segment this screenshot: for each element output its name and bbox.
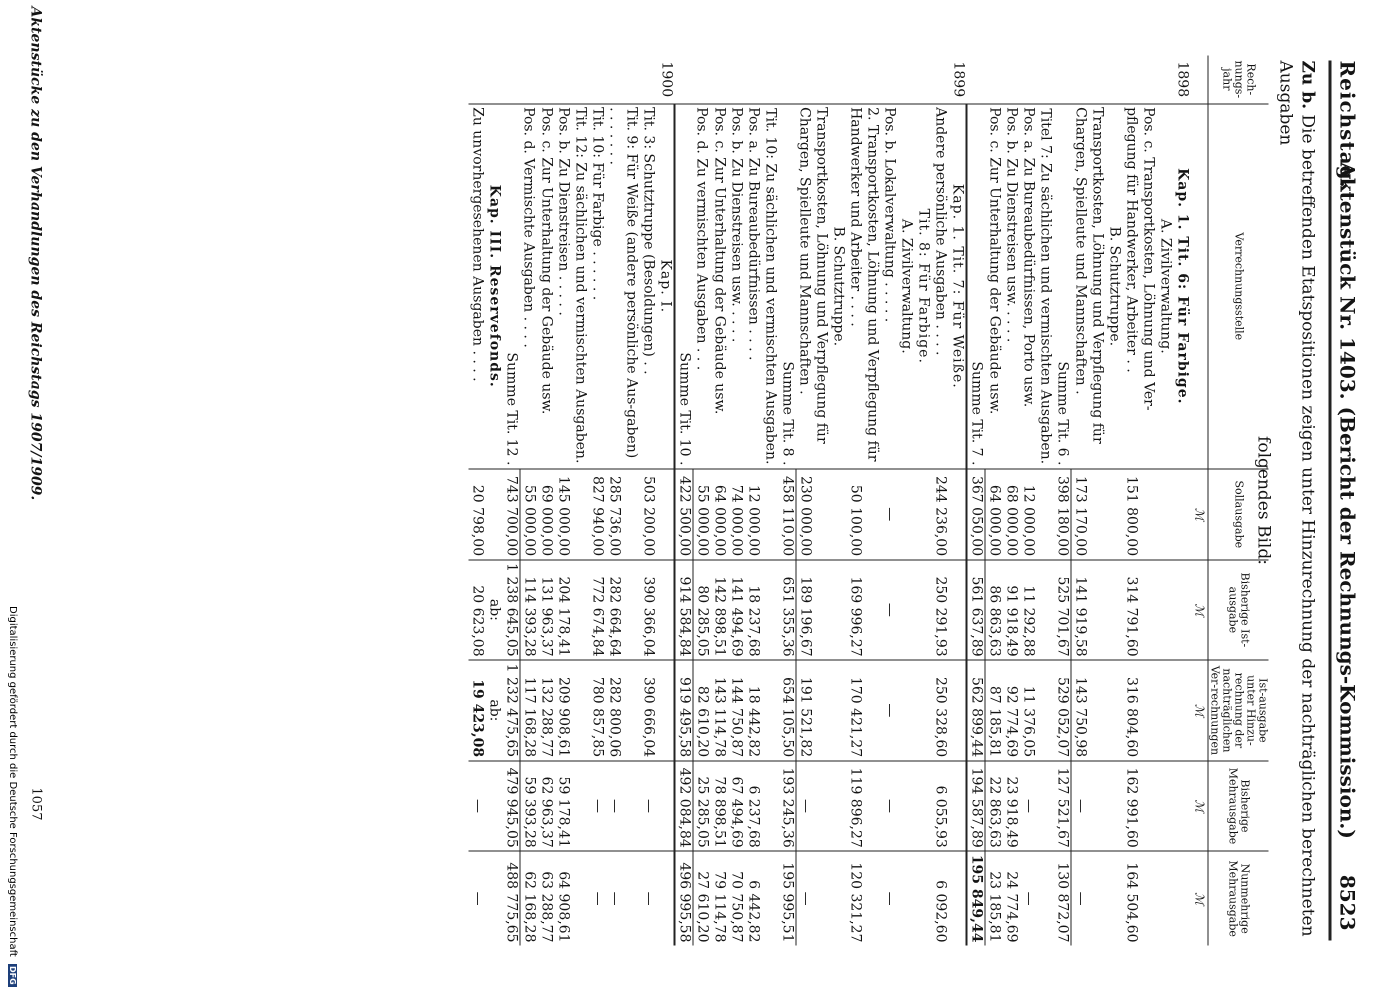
cell: — bbox=[1020, 760, 1037, 851]
row-label: Pos. a. Zu Bureaubedürfnissen, Porto usw. bbox=[1020, 106, 1037, 407]
cell: 244 236,00 bbox=[932, 468, 949, 559]
cell: 282 800,06 bbox=[605, 660, 639, 761]
cell: 55 000,00 bbox=[520, 468, 538, 559]
cell: 74 000,00 bbox=[727, 468, 744, 559]
cell: 114 393,28 bbox=[520, 559, 538, 660]
header-title: Aktenstück Nr. 1403. (Bericht der Rechnungs-Kommission.) bbox=[1335, 161, 1359, 839]
table-row bbox=[1020, 55, 1037, 945]
cell: 117 168,28 bbox=[520, 660, 538, 761]
cell: 772 674,84 bbox=[588, 559, 605, 660]
cell: 22 863,63 bbox=[985, 760, 1003, 851]
section-heading: Kap. 1. Tit. 6: Für Farbige. bbox=[1174, 167, 1190, 404]
row-label: Pos. b. Zu Dienstreisen usw. . . . . bbox=[1003, 106, 1020, 342]
cell: 144 750,87 bbox=[727, 660, 744, 761]
cell: 173 170,00 bbox=[1071, 468, 1105, 559]
cell: 654 105,50 bbox=[778, 660, 796, 761]
cell: 63 288,77 bbox=[537, 851, 554, 945]
table-row bbox=[796, 55, 830, 945]
col-soll: Sollausgabe bbox=[1208, 468, 1269, 559]
cell: 143 114,78 bbox=[710, 660, 727, 761]
row-label: Tit. 3: Schutztruppe (Besoldungen) . . bbox=[640, 106, 656, 375]
unit-mark: ℳ bbox=[1190, 660, 1208, 761]
cell: 23 918,49 bbox=[1003, 760, 1020, 851]
cell: 131 963,37 bbox=[537, 559, 554, 660]
cell: — bbox=[468, 851, 485, 945]
ab-mark: ab: bbox=[485, 660, 502, 761]
sum-row bbox=[778, 55, 796, 945]
table-row bbox=[898, 55, 915, 945]
cell: 204 178,41 bbox=[554, 559, 571, 660]
table-row bbox=[949, 55, 967, 945]
row-label: Pos. c. Zur Unterhaltung der Gebäude usw. bbox=[538, 106, 554, 414]
table-row bbox=[727, 55, 744, 945]
unit-mark: ℳ bbox=[1190, 851, 1208, 945]
cell: 59 393,28 bbox=[520, 760, 538, 851]
table-row bbox=[710, 55, 727, 945]
cell: — bbox=[605, 760, 639, 851]
cell: 914 584,84 bbox=[674, 559, 693, 660]
sum-label: Summe Tit. 6 . bbox=[1054, 360, 1071, 465]
cell: 525 701,67 bbox=[1054, 559, 1072, 660]
cell: 130 872,07 bbox=[1054, 851, 1072, 945]
subsection-heading: A. Zivilverwaltung. bbox=[1157, 218, 1173, 354]
cell: 50 100,00 bbox=[847, 468, 881, 559]
col-mehr-nun: Nunmehrige Mehrausgabe bbox=[1208, 851, 1269, 945]
subsection-heading: A. Zivilverwaltung. bbox=[898, 218, 915, 354]
cell: 458 110,00 bbox=[778, 468, 796, 559]
header-rule bbox=[1328, 60, 1331, 940]
cell: — bbox=[1020, 851, 1037, 945]
header-left: Reichstag. bbox=[1335, 60, 1359, 189]
sum-label: Summe Tit. 7 . bbox=[967, 103, 986, 468]
cell: — bbox=[881, 851, 898, 945]
cell: 68 000,00 bbox=[1003, 468, 1020, 559]
cell: 193 245,36 bbox=[778, 760, 796, 851]
footer-source: Aktenstücke zu den Verhandlungen des Reichstags 1907/1909. bbox=[27, 6, 43, 500]
cell: 80 285,05 bbox=[693, 559, 711, 660]
cell: 743 700,00 bbox=[502, 468, 520, 559]
unit-row bbox=[1190, 55, 1208, 945]
cell: — bbox=[1071, 760, 1105, 851]
table-row bbox=[847, 55, 881, 945]
cell: 23 185,81 bbox=[985, 851, 1003, 945]
footer-page-number: 1057 bbox=[28, 786, 43, 820]
year-cell: 1900 bbox=[468, 55, 674, 103]
table-row bbox=[881, 55, 898, 945]
cell: — bbox=[796, 851, 830, 945]
row-label: Transportkosten, Löhnung und Verpflegung für Chargen, Spielleute und Mannschaften . bbox=[796, 106, 830, 444]
row-label: Pos. b. Lokalverwaltung . . . . . bbox=[881, 106, 898, 322]
cell: 250 291,93 bbox=[932, 559, 949, 660]
cell: 6 442,82 bbox=[744, 851, 761, 945]
cell: 62 963,37 bbox=[537, 760, 554, 851]
row-label: Pos. c. Zur Unterhaltung der Gebäude usw. bbox=[711, 106, 727, 414]
table-row bbox=[915, 55, 932, 945]
row-label: Pos. b. Zu Dienstreisen . . . . . bbox=[555, 106, 571, 316]
sum-row bbox=[1054, 55, 1072, 945]
cell: 67 494,69 bbox=[727, 760, 744, 851]
col-ist: Bisherige Ist-ausgabe bbox=[1208, 559, 1269, 660]
cell: 390 366,04 bbox=[639, 559, 656, 660]
row-label: Pos. b. Zu Dienstreisen usw. . . . . bbox=[728, 106, 744, 342]
section-heading: Tit. 8: Für Farbige. bbox=[915, 208, 932, 364]
cell: 119 896,27 bbox=[847, 760, 881, 851]
cell: 651 355,36 bbox=[778, 559, 796, 660]
sum-label: Summe Tit. 10 . bbox=[674, 103, 693, 468]
cell: — bbox=[881, 468, 898, 559]
cell: 314 791,60 bbox=[1122, 559, 1156, 660]
cell: 120 321,27 bbox=[847, 851, 881, 945]
cell: 69 000,00 bbox=[537, 468, 554, 559]
cell: 6 092,60 bbox=[932, 851, 949, 945]
cell: 390 666,04 bbox=[639, 660, 656, 761]
row-label: Andere persönliche Ausgaben . . . . bbox=[932, 106, 949, 355]
cell: 127 521,67 bbox=[1054, 760, 1072, 851]
cell: 195 995,51 bbox=[778, 851, 796, 945]
subsection-heading: B. Schutztruppe. bbox=[1106, 225, 1122, 346]
row-label: Pos. c. Zur Unterhaltung der Gebäude usw. bbox=[986, 106, 1002, 414]
row-label: Pos. d. Vermischte Ausgaben . . . . bbox=[520, 106, 537, 348]
cell: 62 168,28 bbox=[520, 851, 538, 945]
row-label: Pos. c. Transportkosten, Löhnung und Ver-pflegung für Handwerker, Arbeiter . . bbox=[1123, 106, 1156, 411]
cell: 91 918,49 bbox=[1003, 559, 1020, 660]
section-heading: Tit. 10: Zu sächlichen und vermischten Ausgaben. bbox=[762, 107, 778, 464]
cell: — bbox=[796, 760, 830, 851]
cell: 492 084,84 bbox=[674, 760, 693, 851]
table-row bbox=[468, 55, 485, 945]
cell: 18 237,68 bbox=[744, 559, 761, 660]
cell: 6 055,93 bbox=[932, 760, 949, 851]
cell: 82 610,20 bbox=[693, 660, 711, 761]
table-row bbox=[1122, 55, 1156, 945]
table-row bbox=[571, 55, 588, 945]
col-ist-adjusted: Ist-ausgabe unter Hinzu-rechnung der nachträglichen Ver-rechnungen bbox=[1208, 660, 1269, 761]
ab-mark: ab: bbox=[485, 559, 502, 660]
cell: 1 238 645,05 bbox=[502, 559, 520, 660]
cell: 151 800,00 bbox=[1122, 468, 1156, 559]
table-row bbox=[1037, 55, 1054, 945]
table-row bbox=[830, 55, 847, 945]
section-heading: Kap. III. Reservefonds. bbox=[486, 184, 502, 388]
cell: 92 774,69 bbox=[1003, 660, 1020, 761]
table-row bbox=[1105, 55, 1122, 945]
sum-row bbox=[967, 55, 986, 945]
cell: 189 196,67 bbox=[796, 559, 830, 660]
cell: 19 423,08 bbox=[468, 660, 485, 761]
intro-line1: Die betreffenden Etatspositionen zeigen unter Hinzurechnung der nachträglichen berechneten Ausgaben bbox=[1275, 60, 1317, 937]
cell: — bbox=[588, 760, 605, 851]
cell: 479 945,05 bbox=[502, 760, 520, 851]
cell: 194 587,89 bbox=[967, 760, 986, 851]
cell: 529 052,07 bbox=[1054, 660, 1072, 761]
cell: 1 232 475,65 bbox=[502, 660, 520, 761]
cell: 191 521,82 bbox=[796, 660, 830, 761]
year-cell: 1899 bbox=[674, 55, 967, 103]
cell: 919 495,58 bbox=[674, 660, 693, 761]
cell: — bbox=[881, 660, 898, 761]
col-year: Rech- nungs- jahr bbox=[1208, 55, 1269, 103]
cell: 55 000,00 bbox=[693, 468, 711, 559]
section-heading: Kap. I. bbox=[657, 258, 673, 313]
cell: 87 185,81 bbox=[985, 660, 1003, 761]
cell: 398 180,00 bbox=[1054, 468, 1072, 559]
row-label: Tit. 9: Für Weiße (andere persönliche Aus-gaben) . . . . . . . bbox=[606, 106, 639, 458]
cell: 827 940,00 bbox=[588, 468, 605, 559]
cell: — bbox=[881, 559, 898, 660]
cell: 6 237,68 bbox=[744, 760, 761, 851]
cell: — bbox=[468, 760, 485, 851]
sum-row bbox=[674, 55, 693, 945]
cell: 79 114,78 bbox=[710, 851, 727, 945]
table-header-row bbox=[1208, 55, 1269, 945]
cell: 780 857,85 bbox=[588, 660, 605, 761]
table-row bbox=[537, 55, 554, 945]
table-row bbox=[744, 55, 761, 945]
cell: 503 200,00 bbox=[639, 468, 656, 559]
sum-label: Summe Tit. 12 . bbox=[503, 352, 519, 465]
cell: 64 908,61 bbox=[554, 851, 571, 945]
table-row bbox=[693, 55, 711, 945]
cell: 141 919,58 bbox=[1071, 559, 1105, 660]
cell: 250 328,60 bbox=[932, 660, 949, 761]
cell: 143 750,98 bbox=[1071, 660, 1105, 761]
sum-row bbox=[502, 55, 520, 945]
unit-mark: ℳ bbox=[1190, 468, 1208, 559]
cell: 11 376,05 bbox=[1020, 660, 1037, 761]
section-heading: Titel 7: Zu sächlichen und vermischten Ausgaben. bbox=[1037, 107, 1054, 464]
cell: 18 442,82 bbox=[744, 660, 761, 761]
cell: 496 995,58 bbox=[674, 851, 693, 945]
table-row bbox=[588, 55, 605, 945]
cell: — bbox=[881, 760, 898, 851]
row-label: Zu unvorhergesehenen Ausgaben . . . . bbox=[469, 106, 485, 382]
unit-mark: ℳ bbox=[1190, 760, 1208, 851]
table-row bbox=[520, 55, 538, 945]
table-row bbox=[985, 55, 1003, 945]
table-row bbox=[554, 55, 571, 945]
cell: — bbox=[639, 760, 656, 851]
cell: 12 000,00 bbox=[744, 468, 761, 559]
cell: 25 285,05 bbox=[693, 760, 711, 851]
cell: 162 991,60 bbox=[1122, 760, 1156, 851]
cell: 20 623,08 bbox=[468, 559, 485, 660]
table-row bbox=[1071, 55, 1105, 945]
cell: 59 178,41 bbox=[554, 760, 571, 851]
cell: 285 736,00 bbox=[605, 468, 639, 559]
cell: 141 494,69 bbox=[727, 559, 744, 660]
cell: 20 798,00 bbox=[468, 468, 485, 559]
row-label: Pos. a. Zu Bureaubedürfnissen . . . . bbox=[745, 106, 761, 360]
row-label: Transportkosten, Löhnung und Verpflegung für Chargen, Spielleute und Mannschaften . bbox=[1072, 106, 1105, 444]
table-row bbox=[1173, 55, 1190, 945]
cell: 70 750,87 bbox=[727, 851, 744, 945]
cell: 422 500,00 bbox=[674, 468, 693, 559]
page-number-top: 8523 bbox=[1335, 874, 1359, 930]
accounts-table bbox=[468, 55, 1268, 945]
cell: 24 774,69 bbox=[1003, 851, 1020, 945]
sum-label: Summe Tit. 8 . bbox=[779, 360, 795, 465]
cell: 27 610,20 bbox=[693, 851, 711, 945]
cell: 561 637,89 bbox=[967, 559, 986, 660]
cell: 195 849,44 bbox=[967, 851, 986, 945]
year-cell: 1898 bbox=[1054, 55, 1191, 103]
table-row bbox=[639, 55, 656, 945]
cell: 64 000,00 bbox=[985, 468, 1003, 559]
table-row bbox=[485, 55, 502, 945]
cell: 11 292,88 bbox=[1020, 559, 1037, 660]
table-row bbox=[1003, 55, 1020, 945]
cell: 78 898,51 bbox=[710, 760, 727, 851]
table-row bbox=[761, 55, 778, 945]
cell: 169 996,27 bbox=[847, 559, 881, 660]
table-row bbox=[932, 55, 949, 945]
col-position: Verrechnungsstelle bbox=[1208, 103, 1269, 468]
cell: 86 863,63 bbox=[985, 559, 1003, 660]
row-label: Tit. 12: Zu sächlichen und vermischten Ausgaben. bbox=[572, 106, 588, 463]
cell: 164 504,60 bbox=[1122, 851, 1156, 945]
cell: 145 000,00 bbox=[554, 468, 571, 559]
cell: 64 000,00 bbox=[710, 468, 727, 559]
cell: — bbox=[1071, 851, 1105, 945]
cell: 316 804,60 bbox=[1122, 660, 1156, 761]
col-mehr-bisher: Bisherige Mehrausgabe bbox=[1208, 760, 1269, 851]
cell: 12 000,00 bbox=[1020, 468, 1037, 559]
cell: 488 775,65 bbox=[502, 851, 520, 945]
cell: 282 664,64 bbox=[605, 559, 639, 660]
cell: 170 421,27 bbox=[847, 660, 881, 761]
cell: 230 000,00 bbox=[796, 468, 830, 559]
row-label: 2. Transportkosten, Löhnung und Verpflegung für Handwerker und Arbeiter . . . . bbox=[847, 106, 881, 461]
cell: 209 908,61 bbox=[554, 660, 571, 761]
intro-prefix: Zu b. bbox=[1297, 60, 1317, 109]
row-label: Pos. d. Zu vermischten Ausgaben . . . bbox=[693, 106, 710, 370]
subsection-heading: B. Schutztruppe. bbox=[830, 225, 847, 346]
table-row bbox=[1156, 55, 1173, 945]
cell: 142 898,51 bbox=[710, 559, 727, 660]
cell: 367 050,00 bbox=[967, 468, 986, 559]
unit-mark: ℳ bbox=[1190, 559, 1208, 660]
table-row bbox=[605, 55, 639, 945]
section-heading: Kap. 1. Tit. 7: Für Weiße. bbox=[949, 183, 966, 389]
cell: 562 899,44 bbox=[967, 660, 986, 761]
cell: — bbox=[605, 851, 639, 945]
table-row bbox=[656, 55, 674, 945]
cell: — bbox=[588, 851, 605, 945]
intro-line2: folgendes Bild: bbox=[1253, 435, 1273, 565]
row-label: Tit. 10: Für Farbige . . . . . . bbox=[589, 106, 605, 300]
digitization-note bbox=[2, 606, 18, 1000]
cell: 132 288,77 bbox=[537, 660, 554, 761]
digitization-text: Digitalisierung gefördert durch die Deutsche Forschungsgemeinschaft bbox=[7, 606, 18, 957]
cell: — bbox=[639, 851, 656, 945]
dfg-logo: DFG bbox=[8, 966, 17, 985]
